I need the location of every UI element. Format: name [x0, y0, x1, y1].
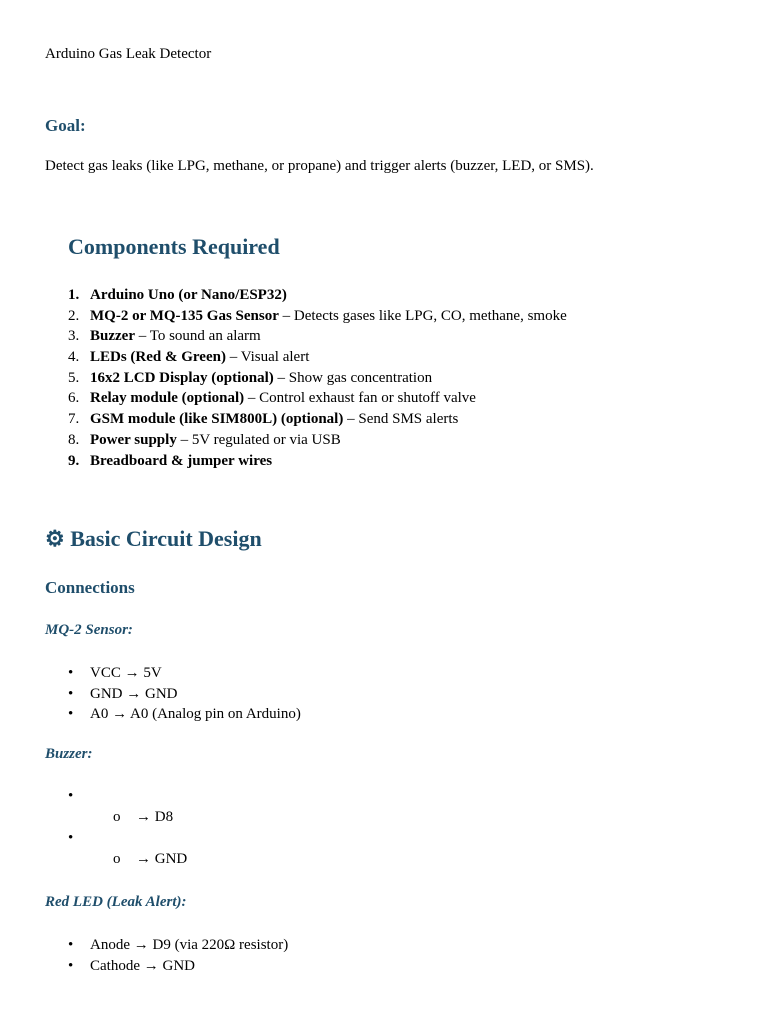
- list-item: [68, 409, 567, 430]
- connection-text: → D8: [136, 809, 174, 825]
- component-desc: – Detects gases like LPG, CO, methane, smoke: [278, 307, 567, 324]
- list-item: [68, 451, 567, 472]
- list-number: 9.: [68, 452, 80, 469]
- list-number: 3.: [68, 328, 80, 345]
- component-label: Power supply: [90, 431, 177, 448]
- list-number: 5.: [68, 369, 80, 386]
- circuit-heading-text: Basic Circuit Design: [70, 526, 262, 551]
- list-number: 4.: [68, 349, 80, 366]
- component-label: Relay module (optional): [90, 390, 245, 407]
- bullet-icon: •: [68, 665, 74, 681]
- component-label: LEDs (Red & Green): [90, 349, 226, 366]
- list-item: [68, 388, 567, 409]
- connections-heading: Connections: [45, 578, 135, 597]
- components-heading: Components Required: [68, 234, 280, 259]
- connection-text: A0 → A0 (Analog pin on Arduino): [90, 706, 301, 723]
- connection-text: Cathode → GND: [90, 957, 195, 974]
- list-number: 7.: [68, 411, 80, 428]
- list-item: [68, 430, 567, 451]
- sub-bullet-icon: o: [113, 809, 121, 825]
- mq2-connections-list: [68, 663, 301, 725]
- list-item: [68, 704, 301, 725]
- connection-text: GND → GND: [90, 685, 178, 702]
- list-item: [68, 347, 567, 368]
- component-desc: – Visual alert: [225, 349, 310, 366]
- component-label: 16x2 LCD Display (optional): [90, 369, 274, 386]
- list-number: 1.: [68, 287, 80, 303]
- connection-text: VCC → 5V: [90, 665, 162, 681]
- sub-bullet-icon: o: [113, 851, 121, 867]
- list-item: [68, 306, 567, 327]
- list-item: [68, 956, 288, 977]
- list-item: [68, 368, 567, 389]
- component-desc: – To sound an alarm: [134, 328, 261, 345]
- list-number: 8.: [68, 431, 80, 448]
- list-item: [68, 663, 301, 684]
- list-item: [68, 326, 567, 347]
- component-label: Buzzer: [90, 328, 135, 345]
- component-label: Arduino Uno (or Nano/ESP32): [90, 287, 287, 303]
- list-item: [68, 684, 301, 705]
- component-label: MQ-2 or MQ-135 Gas Sensor: [90, 307, 279, 324]
- buzzer-heading: Buzzer:: [45, 746, 93, 762]
- document-title: Arduino Gas Leak Detector: [45, 46, 212, 62]
- bullet-icon: •: [68, 685, 74, 702]
- red-led-heading: Red LED (Leak Alert):: [45, 894, 187, 910]
- component-label: Breadboard & jumper wires: [90, 452, 273, 469]
- component-label: GSM module (like SIM800L) (optional): [90, 411, 344, 428]
- component-desc: – Show gas concentration: [273, 369, 433, 386]
- bullet-icon: •: [68, 706, 74, 723]
- gear-icon: ⚙: [45, 526, 65, 551]
- red-led-connections-list: [68, 935, 288, 976]
- bullet-icon: •: [68, 957, 74, 974]
- components-list: [68, 285, 567, 471]
- list-item: [68, 285, 567, 306]
- connection-text: Anode → D9 (via 220Ω resistor): [90, 937, 289, 953]
- connection-text: → GND: [136, 851, 188, 867]
- list-number: 6.: [68, 390, 80, 407]
- mq2-heading: MQ-2 Sensor:: [45, 622, 133, 638]
- circuit-heading: [45, 526, 262, 552]
- bullet-icon: •: [68, 788, 74, 804]
- component-desc: – 5V regulated or via USB: [176, 431, 341, 448]
- bullet-icon: •: [68, 830, 74, 846]
- goal-heading: Goal:: [45, 116, 86, 135]
- component-desc: – Send SMS alerts: [343, 411, 459, 428]
- goal-text: Detect gas leaks (like LPG, methane, or propane) and trigger alerts (buzzer, LED, or SMS).: [45, 158, 594, 174]
- component-desc: – Control exhaust fan or shutoff valve: [244, 390, 476, 407]
- bullet-icon: •: [68, 937, 74, 953]
- list-number: 2.: [68, 307, 80, 324]
- list-item: [68, 935, 288, 956]
